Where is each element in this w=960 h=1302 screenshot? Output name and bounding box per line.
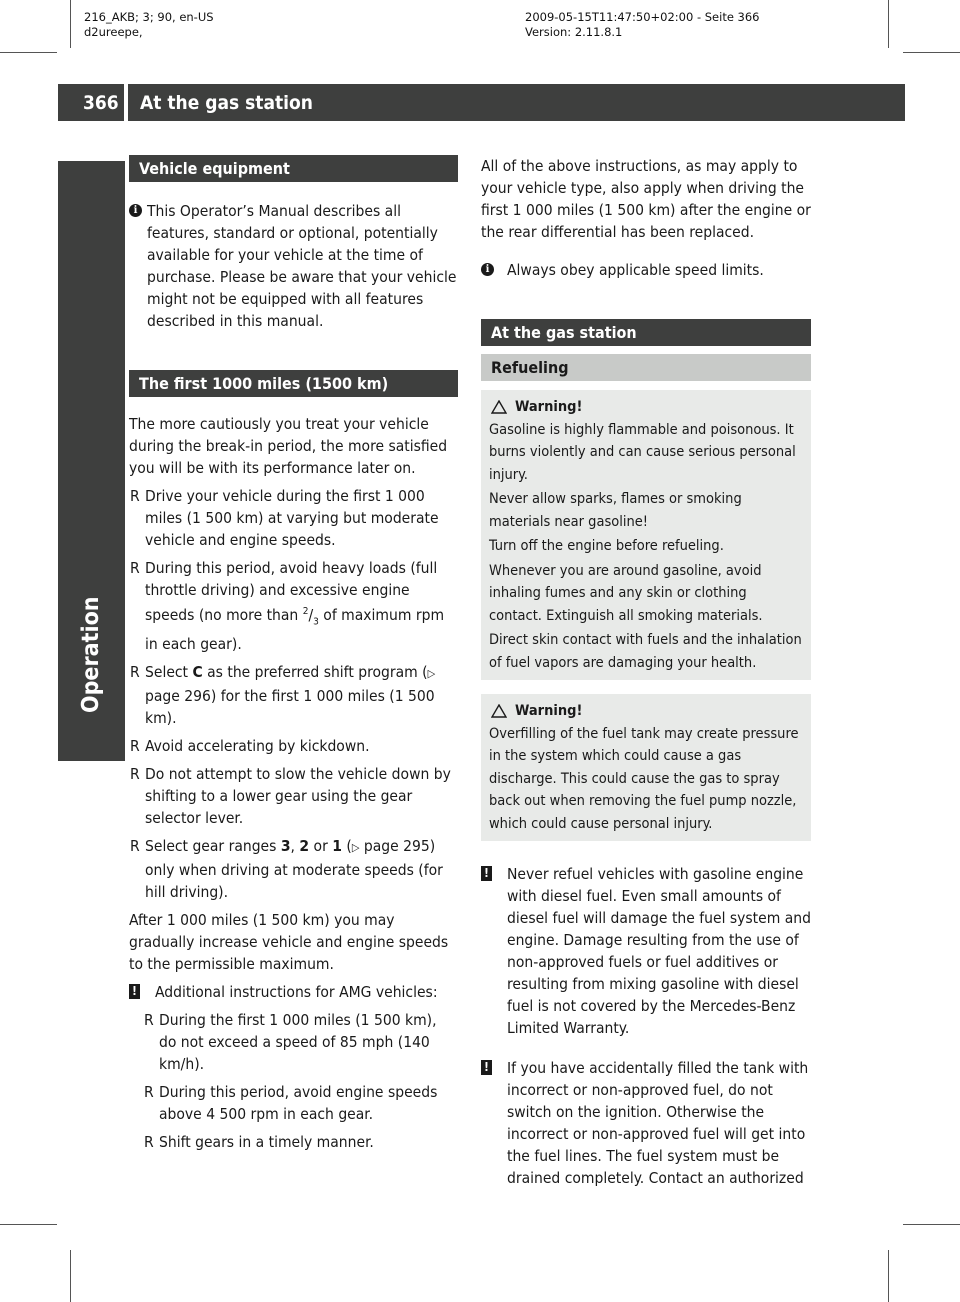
subsection-heading-refueling: Refueling: [481, 354, 811, 381]
list-item: [129, 1081, 458, 1125]
page-ref-arrow-icon: ▷: [351, 841, 360, 855]
meta-text: d2ureepe,: [84, 25, 143, 39]
crop-mark: [70, 1250, 71, 1302]
list-item: [129, 763, 458, 829]
info-icon: i: [481, 263, 494, 276]
fraction-numerator: 2: [302, 606, 309, 617]
warning-box: [481, 694, 811, 841]
text-segment: ,: [290, 837, 300, 856]
exclamation-icon: !: [481, 1060, 492, 1075]
list-item-text: Avoid accelerating by kickdown.: [145, 737, 370, 756]
info-note: [129, 200, 458, 332]
list-item: [129, 557, 458, 655]
list-item-text: [145, 835, 458, 903]
caution-note: [129, 981, 458, 1003]
list-item-text: During this period, avoid engine speeds above 4 500 rpm in each gear.: [159, 1083, 438, 1124]
crop-mark: [888, 0, 889, 48]
warning-text: Overfilling of the fuel tank may create pressure in the system which could cause a gas discharge. This could cause the gas to spray back out when removing the fuel pump nozzle, which could cause personal injury.: [489, 725, 799, 832]
list-item: [129, 735, 458, 757]
text-segment: Select gear ranges: [145, 837, 281, 856]
bold-text: 2: [299, 837, 310, 856]
caution-note: [481, 863, 811, 1039]
note-text: This Operator’s Manual describes all features, standard or optional, potentially available for your vehicle at the time of purchase. Please be aware that your vehicle might not be equipped with all features described in this manual.: [147, 202, 457, 330]
bold-text: 3: [280, 837, 291, 856]
caution-note: [481, 1057, 811, 1189]
warning-title: Warning!: [515, 703, 583, 719]
exclamation-icon: !: [481, 866, 492, 881]
note-text: Additional instructions for AMG vehicles:: [155, 983, 438, 1002]
warning-text: Whenever you are around gasoline, avoid inhaling fumes and any skin or clothing contact. Extinguish all smoking materials.: [489, 562, 763, 624]
text-segment: or: [309, 837, 333, 856]
page-title: At the gas station: [140, 92, 313, 114]
section-heading-gas-station: At the gas station: [481, 319, 811, 346]
page-reference[interactable]: page 295) only when driving at moderate speeds (for hill driving).: [145, 837, 443, 902]
right-column: [481, 155, 811, 1189]
bold-text: C: [192, 663, 203, 682]
meta-text: 216_AKB; 3; 90, en-US: [84, 10, 214, 24]
page-ref-arrow-icon: ▷: [427, 667, 436, 681]
note-text: Always obey applicable speed limits.: [507, 261, 764, 279]
list-item-text: During the first 1 000 miles (1 500 km), do not exceed a speed of 85 mph (140 km/h).: [159, 1011, 437, 1074]
bullet-icon: R: [130, 663, 140, 682]
fraction-slash: /: [308, 606, 314, 625]
list-item: [129, 1009, 458, 1075]
warning-box: [481, 390, 811, 680]
info-icon: i: [129, 204, 142, 217]
bullet-icon: R: [130, 487, 140, 505]
crop-mark: [0, 1224, 57, 1225]
list-item-text: Do not attempt to slow the vehicle down by shifting to a lower gear using the gear selector lever.: [145, 765, 451, 828]
list-item: [129, 835, 458, 903]
bullet-icon: R: [130, 765, 140, 784]
warning-title: Warning!: [515, 399, 583, 415]
list-item: [129, 485, 458, 551]
print-meta-right: [525, 10, 760, 40]
warning-text: Turn off the engine before refueling.: [489, 538, 724, 554]
warning-triangle-icon: [491, 400, 507, 414]
warning-text: Direct skin contact with fuels and the inhalation of fuel vapors are damaging your health.: [489, 632, 802, 671]
crop-mark: [903, 1224, 960, 1225]
text-segment: (: [341, 837, 352, 856]
meta-text: 2009-05-15T11:47:50+02:00 - Seite 366: [525, 10, 760, 24]
crop-mark: [903, 52, 960, 53]
side-tab-label: [58, 161, 125, 761]
warning-text: Never allow sparks, flames or smoking materials near gasoline!: [489, 491, 742, 530]
side-tab-text: Operation: [78, 596, 104, 713]
bullet-icon: R: [144, 1133, 154, 1152]
warning-triangle-icon: [491, 704, 507, 718]
crop-mark: [888, 1250, 889, 1302]
list-item-text: Drive your vehicle during the first 1 000 miles (1 500 km) at varying but moderate vehicle and engine speeds.: [145, 487, 439, 549]
bullet-icon: R: [130, 837, 140, 856]
print-meta-left: [84, 10, 214, 40]
fraction-denominator: 3: [313, 616, 319, 628]
section-heading-first-miles: The first 1000 miles (1500 km): [129, 370, 458, 397]
bullet-icon: R: [144, 1011, 154, 1030]
bullet-icon: R: [130, 737, 140, 756]
list-item-text: [145, 661, 458, 729]
list-item-text: Shift gears in a timely manner.: [159, 1133, 374, 1152]
bold-text: 1: [332, 837, 342, 856]
paragraph: The more cautiously you treat your vehicle during the break-in period, the more satisfied you will be with its performance later on.: [129, 415, 448, 477]
left-column: [129, 155, 458, 1153]
paragraph: All of the above instructions, as may apply to your vehicle type, also apply when driving the first 1 000 miles (1 500 km) after the engine or the rear differential has been replaced.: [481, 157, 811, 241]
text-segment: of maximum rpm in each gear).: [145, 606, 445, 654]
crop-mark: [70, 0, 71, 48]
paragraph: After 1 000 miles (1 500 km) you may gradually increase vehicle and engine speeds to the permissible maximum.: [129, 911, 449, 974]
warning-heading: [489, 396, 803, 419]
warning-text: Gasoline is highly flammable and poisonous. It burns violently and can cause serious personal injury.: [489, 421, 796, 483]
text-segment: Select: [145, 663, 193, 682]
note-text: If you have accidentally filled the tank with incorrect or non-approved fuel, do not switch on the ignition. Otherwise the incorrect or non-approved fuel will get into the fuel lines. The fuel system must be drained completely. Contact an authorized: [507, 1059, 809, 1187]
note-text: Never refuel vehicles with gasoline engine with diesel fuel. Even small amounts of diesel fuel will damage the fuel system and engine. Damage resulting from the use of non-approved fuels or fuel additives or resulting from mixing gasoline with diesel fuel is not covered by the Mercedes-Benz Limited Warranty.: [507, 865, 811, 1037]
bullet-icon: R: [144, 1083, 154, 1102]
list-item: [129, 1131, 458, 1153]
info-note: [481, 259, 811, 281]
text-segment: During this period, avoid heavy loads (full throttle driving) and excessive engine speeds (no more than: [145, 559, 438, 625]
header-divider: [124, 84, 128, 121]
section-heading-vehicle-equipment: Vehicle equipment: [129, 155, 458, 182]
meta-text: Version: 2.11.8.1: [525, 25, 623, 39]
warning-heading: [489, 700, 803, 723]
bullet-icon: R: [130, 559, 140, 577]
crop-mark: [0, 52, 57, 53]
page-number: 366: [83, 92, 119, 114]
page-reference[interactable]: page 296) for the first 1 000 miles (1 500 km).: [145, 687, 435, 728]
list-item: [129, 661, 458, 729]
text-segment: as the preferred shift program (: [202, 663, 428, 682]
exclamation-icon: !: [129, 984, 140, 999]
list-item-text: [145, 557, 458, 655]
